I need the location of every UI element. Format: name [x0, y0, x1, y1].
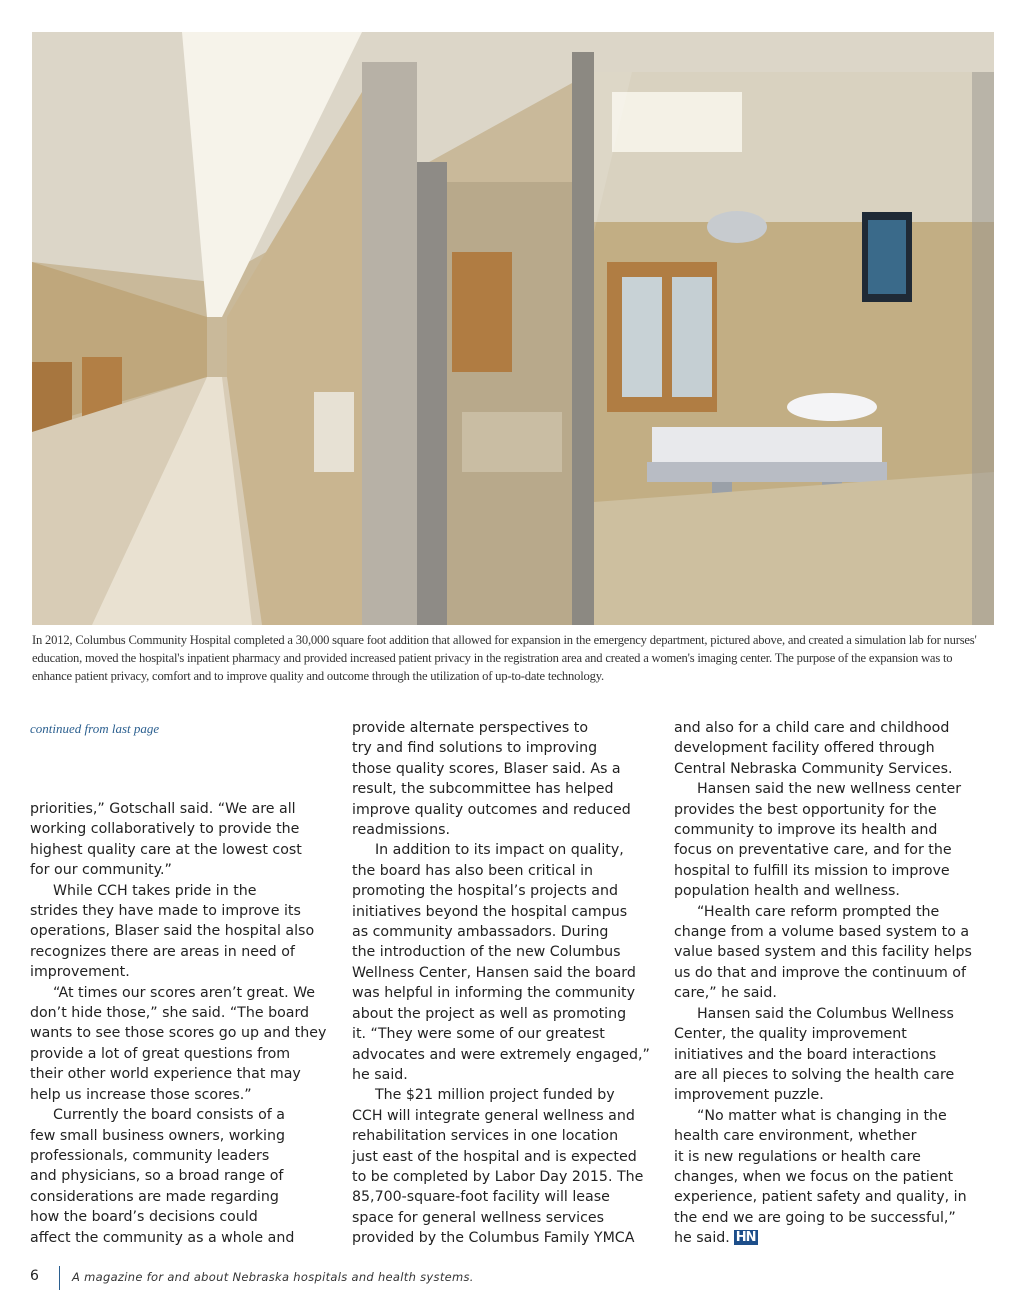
article-line: the introduction of the new Columbus [352, 944, 621, 961]
article-line: initiatives beyond the hospital campus [352, 903, 628, 920]
article-line: community to improve its health and [674, 822, 938, 839]
article-line: strides they have made to improve its [30, 903, 301, 920]
article-line: promoting the hospital’s projects and [352, 883, 618, 900]
article-line: provided by the Columbus Family YMCA [352, 1230, 635, 1247]
article-line: was helpful in informing the community [352, 985, 636, 1002]
text-column-2 [352, 718, 652, 1249]
article-line: their other world experience that may [30, 1066, 301, 1083]
text-column-1 [30, 799, 330, 1248]
photo-caption: In 2012, Columbus Community Hospital completed a 30,000 square foot addition that allowed for expansion in the emergency department, pictured above, and created a simulation lab for nurses' education, moved the hospital's inpatient pharmacy and provided increased patient privacy in the registration area and created a women's imaging center. The purpose of the expansion was to enhance patient privacy, comfort and to improve quality and outcome through the utilization of up-to-date technology. [32, 633, 977, 683]
article-line: health care environment, whether [674, 1128, 917, 1145]
article-line: don’t hide those,” she said. “The board [30, 1005, 310, 1022]
article-line: value based system and this facility helps [674, 944, 972, 961]
article-line: for our community.” [30, 862, 172, 879]
article-line: changes, when we focus on the patient [674, 1168, 954, 1185]
article-line: improvement puzzle. [674, 1087, 824, 1104]
article-line: change from a volume based system to a [674, 924, 970, 941]
article-line: While CCH takes pride in the [53, 882, 257, 899]
article-line: space for general wellness services [352, 1209, 605, 1226]
article-line: Hansen said the new wellness center [697, 781, 962, 798]
article-line: provide alternate perspectives to [352, 720, 589, 736]
text-column-3 [674, 718, 974, 1249]
article-line: hospital to fulfill its mission to improve [674, 862, 950, 879]
article-line: operations, Blaser said the hospital also [30, 923, 315, 940]
article-line: priorities,” Gotschall said. “We are all [30, 801, 296, 817]
footer-tagline: A magazine for and about Nebraska hospitals and health systems. [72, 1270, 474, 1284]
page-number: 6 [30, 1268, 39, 1284]
article-line: as community ambassadors. During [352, 924, 609, 941]
article-line: provides the best opportunity for the [674, 801, 937, 818]
footer-divider [59, 1266, 60, 1290]
article-line: focus on preventative care, and for the [674, 842, 952, 859]
article-line: The $21 million project funded by [375, 1087, 615, 1104]
article-line: he said. HN [674, 1230, 756, 1247]
article-line: the end we are going to be successful,” [674, 1209, 956, 1226]
article-line: 85,700-square-foot facility will lease [352, 1189, 610, 1206]
article-line: few small business owners, working [30, 1127, 286, 1144]
article-line: it. “They were some of our greatest [352, 1026, 605, 1043]
article-line: “At times our scores aren’t great. We [53, 984, 316, 1001]
article-line: and physicians, so a broad range of [30, 1168, 284, 1185]
continued-label: continued from last page [30, 721, 160, 736]
article-line: provide a lot of great questions from [30, 1045, 291, 1062]
article-line: help us increase those scores.” [30, 1086, 252, 1103]
article-line: just east of the hospital and is expected [352, 1148, 637, 1165]
article-line: improvement. [30, 964, 130, 981]
article-line: improve quality outcomes and reduced [352, 801, 631, 818]
article-line: and also for a child care and childhood [674, 720, 950, 736]
article-line: those quality scores, Blaser said. As a [352, 760, 621, 777]
article-line: Wellness Center, Hansen said the board [352, 964, 636, 981]
article-line: recognizes there are areas in need of [30, 943, 295, 960]
article-line: rehabilitation services in one location [352, 1128, 619, 1145]
article-line: CCH will integrate general wellness and [352, 1107, 635, 1124]
article-line: how the board’s decisions could [30, 1209, 258, 1226]
hn-end-logo: HN [735, 1230, 756, 1246]
article-line: affect the community as a whole and [30, 1229, 295, 1246]
article-line: are all pieces to solving the health care [674, 1066, 955, 1083]
article-line: about the project as well as promoting [352, 1005, 627, 1022]
article-line: wants to see those scores go up and they [30, 1025, 327, 1042]
article-line: “No matter what is changing in the [697, 1107, 947, 1124]
article-line: considerations are made regarding [30, 1188, 279, 1205]
article-line: experience, patient safety and quality, in [674, 1189, 967, 1206]
article-line: readmissions. [352, 822, 451, 839]
article-line: us do that and improve the continuum of [674, 964, 966, 981]
hospital-photo [32, 32, 994, 625]
article-line: he said. [352, 1066, 408, 1083]
article-line: population health and wellness. [674, 883, 900, 900]
article-line: Center, the quality improvement [674, 1026, 907, 1043]
article-line: Currently the board consists of a [53, 1107, 285, 1124]
article-line: Hansen said the Columbus Wellness [697, 1005, 954, 1022]
article-line: it is new regulations or health care [674, 1148, 921, 1165]
article-line: try and find solutions to improving [352, 740, 598, 757]
article-line: working collaboratively to provide the [30, 821, 300, 838]
article-line: care,” he said. [674, 985, 777, 1002]
article-line: development facility offered through [674, 740, 935, 757]
article-line: Central Nebraska Community Services. [674, 760, 953, 777]
article-line: highest quality care at the lowest cost [30, 841, 302, 858]
article-line: professionals, community leaders [30, 1147, 270, 1164]
article-line: advocates and were extremely engaged,” [352, 1046, 650, 1063]
article-line: the board has also been critical in [352, 862, 594, 879]
article-line: result, the subcommittee has helped [352, 781, 614, 798]
article-line: initiatives and the board interactions [674, 1046, 937, 1063]
article-line: to be completed by Labor Day 2015. The [352, 1168, 644, 1185]
article-line: “Health care reform prompted the [697, 903, 940, 920]
article-line: In addition to its impact on quality, [375, 842, 624, 859]
